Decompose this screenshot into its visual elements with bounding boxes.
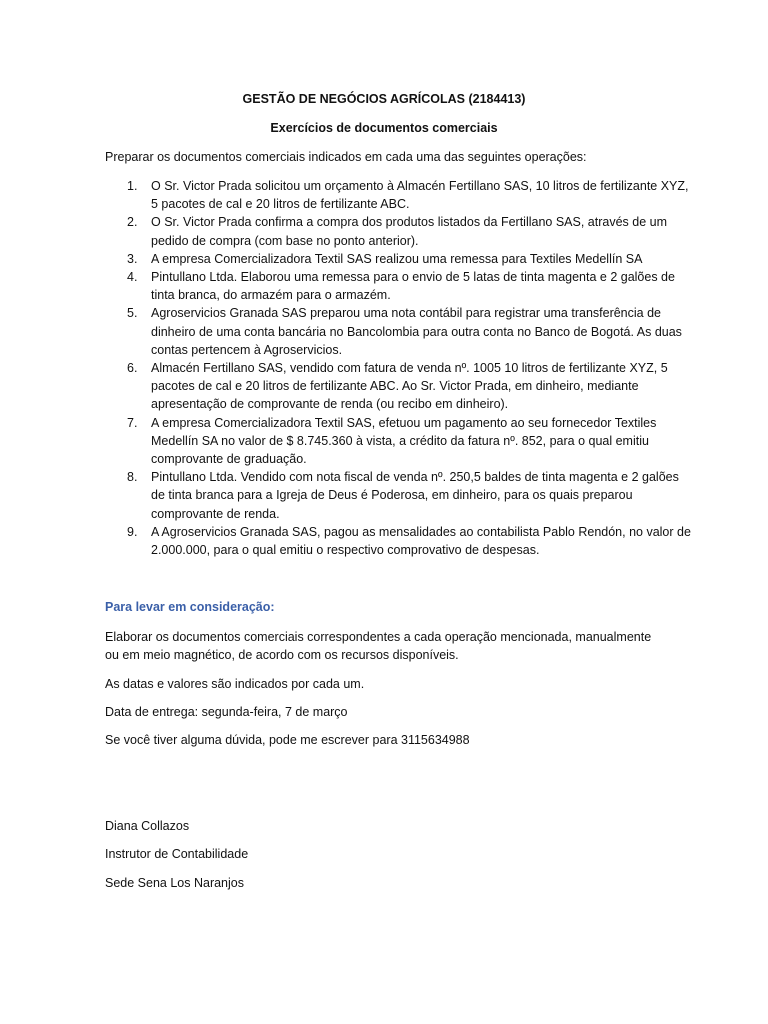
list-item (105, 523, 695, 559)
intro-text: Preparar os documentos comerciais indicados em cada uma das seguintes operações: (105, 150, 587, 164)
list-item-number: 3. (127, 251, 138, 266)
list-item-number: 5. (127, 306, 138, 321)
list-item (105, 414, 695, 469)
list-item-text: O Sr. Victor Prada solicitou um orçamento à Almacén Fertillano SAS, 10 litros de fertilizante XYZ, 5 pacotes de cal e 20 litros de fertilizante ABC. (151, 179, 689, 212)
list-item-text: Pintullano Ltda. Vendido com nota fiscal de venda nº. 250,5 baldes de tinta magenta e 2 galões de tinta branca para a Igreja de Deus é Poderosa, em dinheiro, para os quais preparou comprovante de renda. (151, 470, 679, 521)
list-item-text: Almacén Fertillano SAS, vendido com fatura de venda nº. 1005 10 litros de fertilizante XYZ, 5 pacotes de cal e 20 litros de fertilizante ABC. Ao Sr. Victor Prada, em dinheiro, mediante apresentação de comprovante de renda (ou recibo em dinheiro). (151, 361, 668, 412)
signature-location: Sede Sena Los Naranjos (105, 876, 244, 890)
list-item (105, 177, 695, 213)
signature-name: Diana Collazos (105, 819, 190, 833)
document-title: GESTÃO DE NEGÓCIOS AGRÍCOLAS (2184413) (242, 92, 526, 106)
list-item (105, 304, 695, 359)
list-item (105, 250, 695, 268)
list-item-text: A Agroservicios Granada SAS, pagou as mensalidades ao contabilista Pablo Rendón, no valor de 2.000.000, para o qual emitiu o respectivo comprovativo de despesas. (151, 524, 691, 558)
list-item-number: 7. (127, 415, 138, 430)
instructions-paragraph: Elaborar os documentos comerciais correspondentes a cada operação mencionada, manualmente ou em meio magnético, de acordo com os recursos disponíveis. (105, 630, 652, 663)
contact-paragraph: Se você tiver alguma dúvida, pode me escrever para 3115634988 (105, 733, 470, 747)
dates-paragraph: As datas e valores são indicados por cada um. (105, 677, 365, 691)
list-item-number: 2. (127, 215, 138, 230)
list-item-text: A empresa Comercializadora Textil SAS realizou uma remessa para Textiles Medellín SA (151, 251, 643, 266)
list-item-number: 4. (127, 270, 138, 285)
document-subtitle: Exercícios de documentos comerciais (270, 121, 498, 135)
list-item-text: Agroservicios Granada SAS preparou uma nota contábil para registrar uma transferência de dinheiro de uma conta bancária no Bancolombia para outra conta no Banco de Bogotá. As duas contas pertencem à Agroservicios. (151, 306, 682, 357)
list-item (105, 268, 695, 304)
signature-role: Instrutor de Contabilidade (105, 847, 249, 861)
list-item (105, 468, 695, 523)
list-item-text: Pintullano Ltda. Elaborou uma remessa para o envio de 5 latas de tinta magenta e 2 galões de tinta branca, do armazém para o armazém. (151, 270, 675, 303)
list-item (105, 359, 695, 414)
list-item (105, 213, 695, 249)
list-item-number: 9. (127, 524, 138, 539)
list-item-number: 8. (127, 470, 138, 485)
delivery-date-paragraph: Data de entrega: segunda-feira, 7 de março (105, 705, 348, 719)
list-item-text: A empresa Comercializadora Textil SAS, efetuou um pagamento ao seu fornecedor Textiles Medellín SA no valor de $ 8.745.360 à vista, a crédito da fatura nº. 852, para o qual emitiu comprovante de graduação. (151, 415, 657, 467)
operations-list (105, 177, 695, 559)
list-item-number: 6. (127, 361, 138, 376)
list-item-number: 1. (127, 179, 138, 193)
list-item-text: O Sr. Victor Prada confirma a compra dos produtos listados da Fertillano SAS, através de um pedido de compra (com base no ponto anterior). (151, 215, 667, 248)
section-heading: Para levar em consideração: (105, 600, 275, 614)
